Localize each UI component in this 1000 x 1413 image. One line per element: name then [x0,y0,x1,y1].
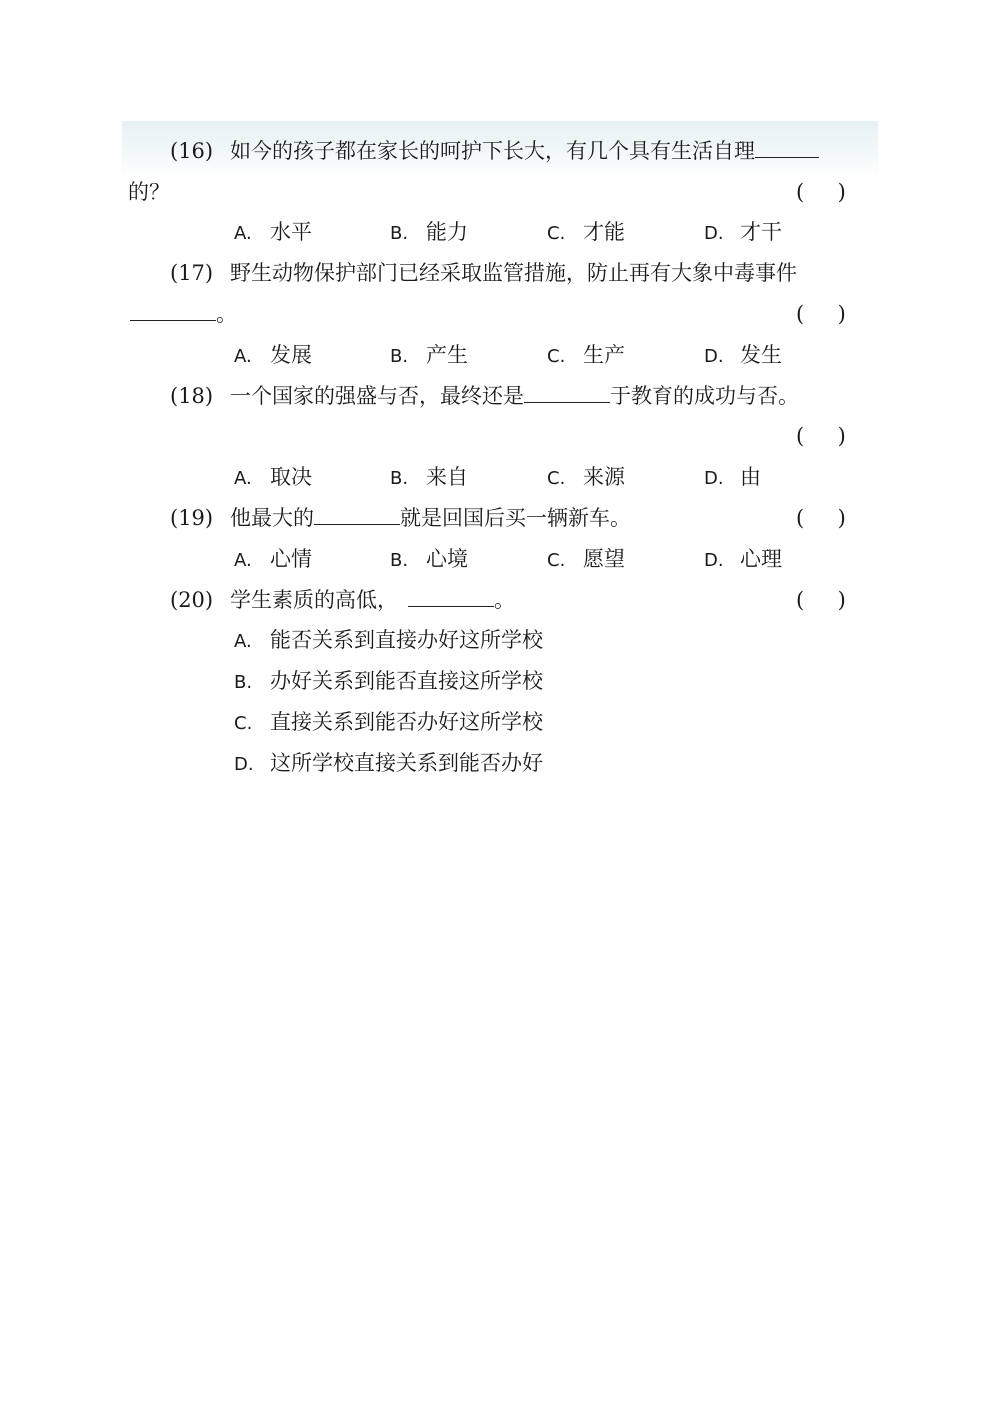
question-text-cont: 。 [216,302,237,326]
option-text: 办好关系到能否直接这所学校 [270,669,543,693]
question-17-stem-cont [130,300,237,328]
question-number: (18) [170,384,214,408]
option-text: 能否关系到直接办好这所学校 [270,628,543,652]
question-17-stem [170,259,797,287]
option-text: 水平 [270,220,312,244]
option-letter: D. [704,223,724,244]
question-16-stem-cont [128,178,170,206]
option-a[interactable] [234,218,312,248]
option-text: 生产 [583,343,625,367]
option-b[interactable] [390,218,468,248]
option-letter: A. [234,631,252,652]
answer-blank[interactable] [130,300,216,321]
option-a[interactable] [234,545,312,575]
option-text: 才干 [740,220,782,244]
answer-blank[interactable] [755,137,819,158]
option-letter: C. [234,713,253,734]
question-text: 如今的孩子都在家长的呵护下长大，有几个具有生活自理 [230,139,755,163]
option-text: 才能 [583,220,625,244]
option-letter: D. [234,754,254,775]
answer-blank[interactable] [314,504,400,525]
option-text: 取决 [270,465,312,489]
option-c[interactable] [547,545,625,575]
question-text: 一个国家的强盛与否，最终还是 [230,384,524,408]
option-c[interactable] [234,708,543,738]
option-a[interactable] [234,341,312,371]
option-text: 能力 [426,220,468,244]
question-number: (16) [170,139,214,163]
question-20-stem [170,586,515,614]
answer-blank[interactable] [408,586,494,607]
option-text: 愿望 [583,547,625,571]
option-letter: B. [234,672,253,693]
question-16-stem [170,137,819,165]
option-text: 产生 [426,343,468,367]
answer-parentheses[interactable]: ( ) [796,302,846,326]
option-letter: D. [704,346,724,367]
question-text: 学生素质的高低， [230,588,398,612]
option-text: 由 [740,465,761,489]
option-letter: C. [547,346,566,367]
option-d[interactable] [704,463,761,493]
option-text: 这所学校直接关系到能否办好 [270,751,543,775]
question-number: (19) [170,506,214,530]
option-letter: A. [234,468,252,489]
question-text-cont: 的？ [128,180,170,204]
option-text: 来自 [426,465,468,489]
option-letter: A. [234,550,252,571]
answer-blank[interactable] [524,382,610,403]
option-d[interactable] [234,749,543,779]
question-text: 野生动物保护部门已经采取监管措施，防止再有大象中毒事件 [230,261,797,285]
option-b[interactable] [234,667,543,697]
question-number: (17) [170,261,214,285]
option-text: 来源 [583,465,625,489]
option-text: 心境 [426,547,468,571]
question-text: 他最大的 [230,506,314,530]
option-a[interactable] [234,463,312,493]
option-b[interactable] [390,341,468,371]
question-text-cont: 。 [494,588,515,612]
question-text-cont: 于教育的成功与否。 [610,384,799,408]
answer-parentheses[interactable]: ( ) [796,424,846,448]
option-letter: C. [547,223,566,244]
option-a[interactable] [234,626,543,656]
option-text: 发生 [740,343,782,367]
option-c[interactable] [547,463,625,493]
option-text: 心情 [270,547,312,571]
option-text: 直接关系到能否办好这所学校 [270,710,543,734]
option-letter: D. [704,468,724,489]
option-b[interactable] [390,545,468,575]
option-letter: B. [390,223,409,244]
option-d[interactable] [704,218,782,248]
option-b[interactable] [390,463,468,493]
option-letter: B. [390,550,409,571]
option-text: 发展 [270,343,312,367]
answer-parentheses[interactable]: ( ) [796,588,846,612]
option-letter: A. [234,223,252,244]
answer-parentheses[interactable]: ( ) [796,180,846,204]
option-c[interactable] [547,341,625,371]
question-text-cont: 就是回国后买一辆新车。 [400,506,631,530]
answer-parentheses[interactable]: ( ) [796,506,846,530]
question-19-stem [170,504,631,532]
option-text: 心理 [740,547,782,571]
option-letter: D. [704,550,724,571]
question-number: (20) [170,588,214,612]
option-c[interactable] [547,218,625,248]
option-d[interactable] [704,341,782,371]
option-letter: C. [547,550,566,571]
option-letter: B. [390,346,409,367]
option-letter: A. [234,346,252,367]
question-18-stem [170,382,799,410]
option-letter: C. [547,468,566,489]
option-letter: B. [390,468,409,489]
option-d[interactable] [704,545,782,575]
